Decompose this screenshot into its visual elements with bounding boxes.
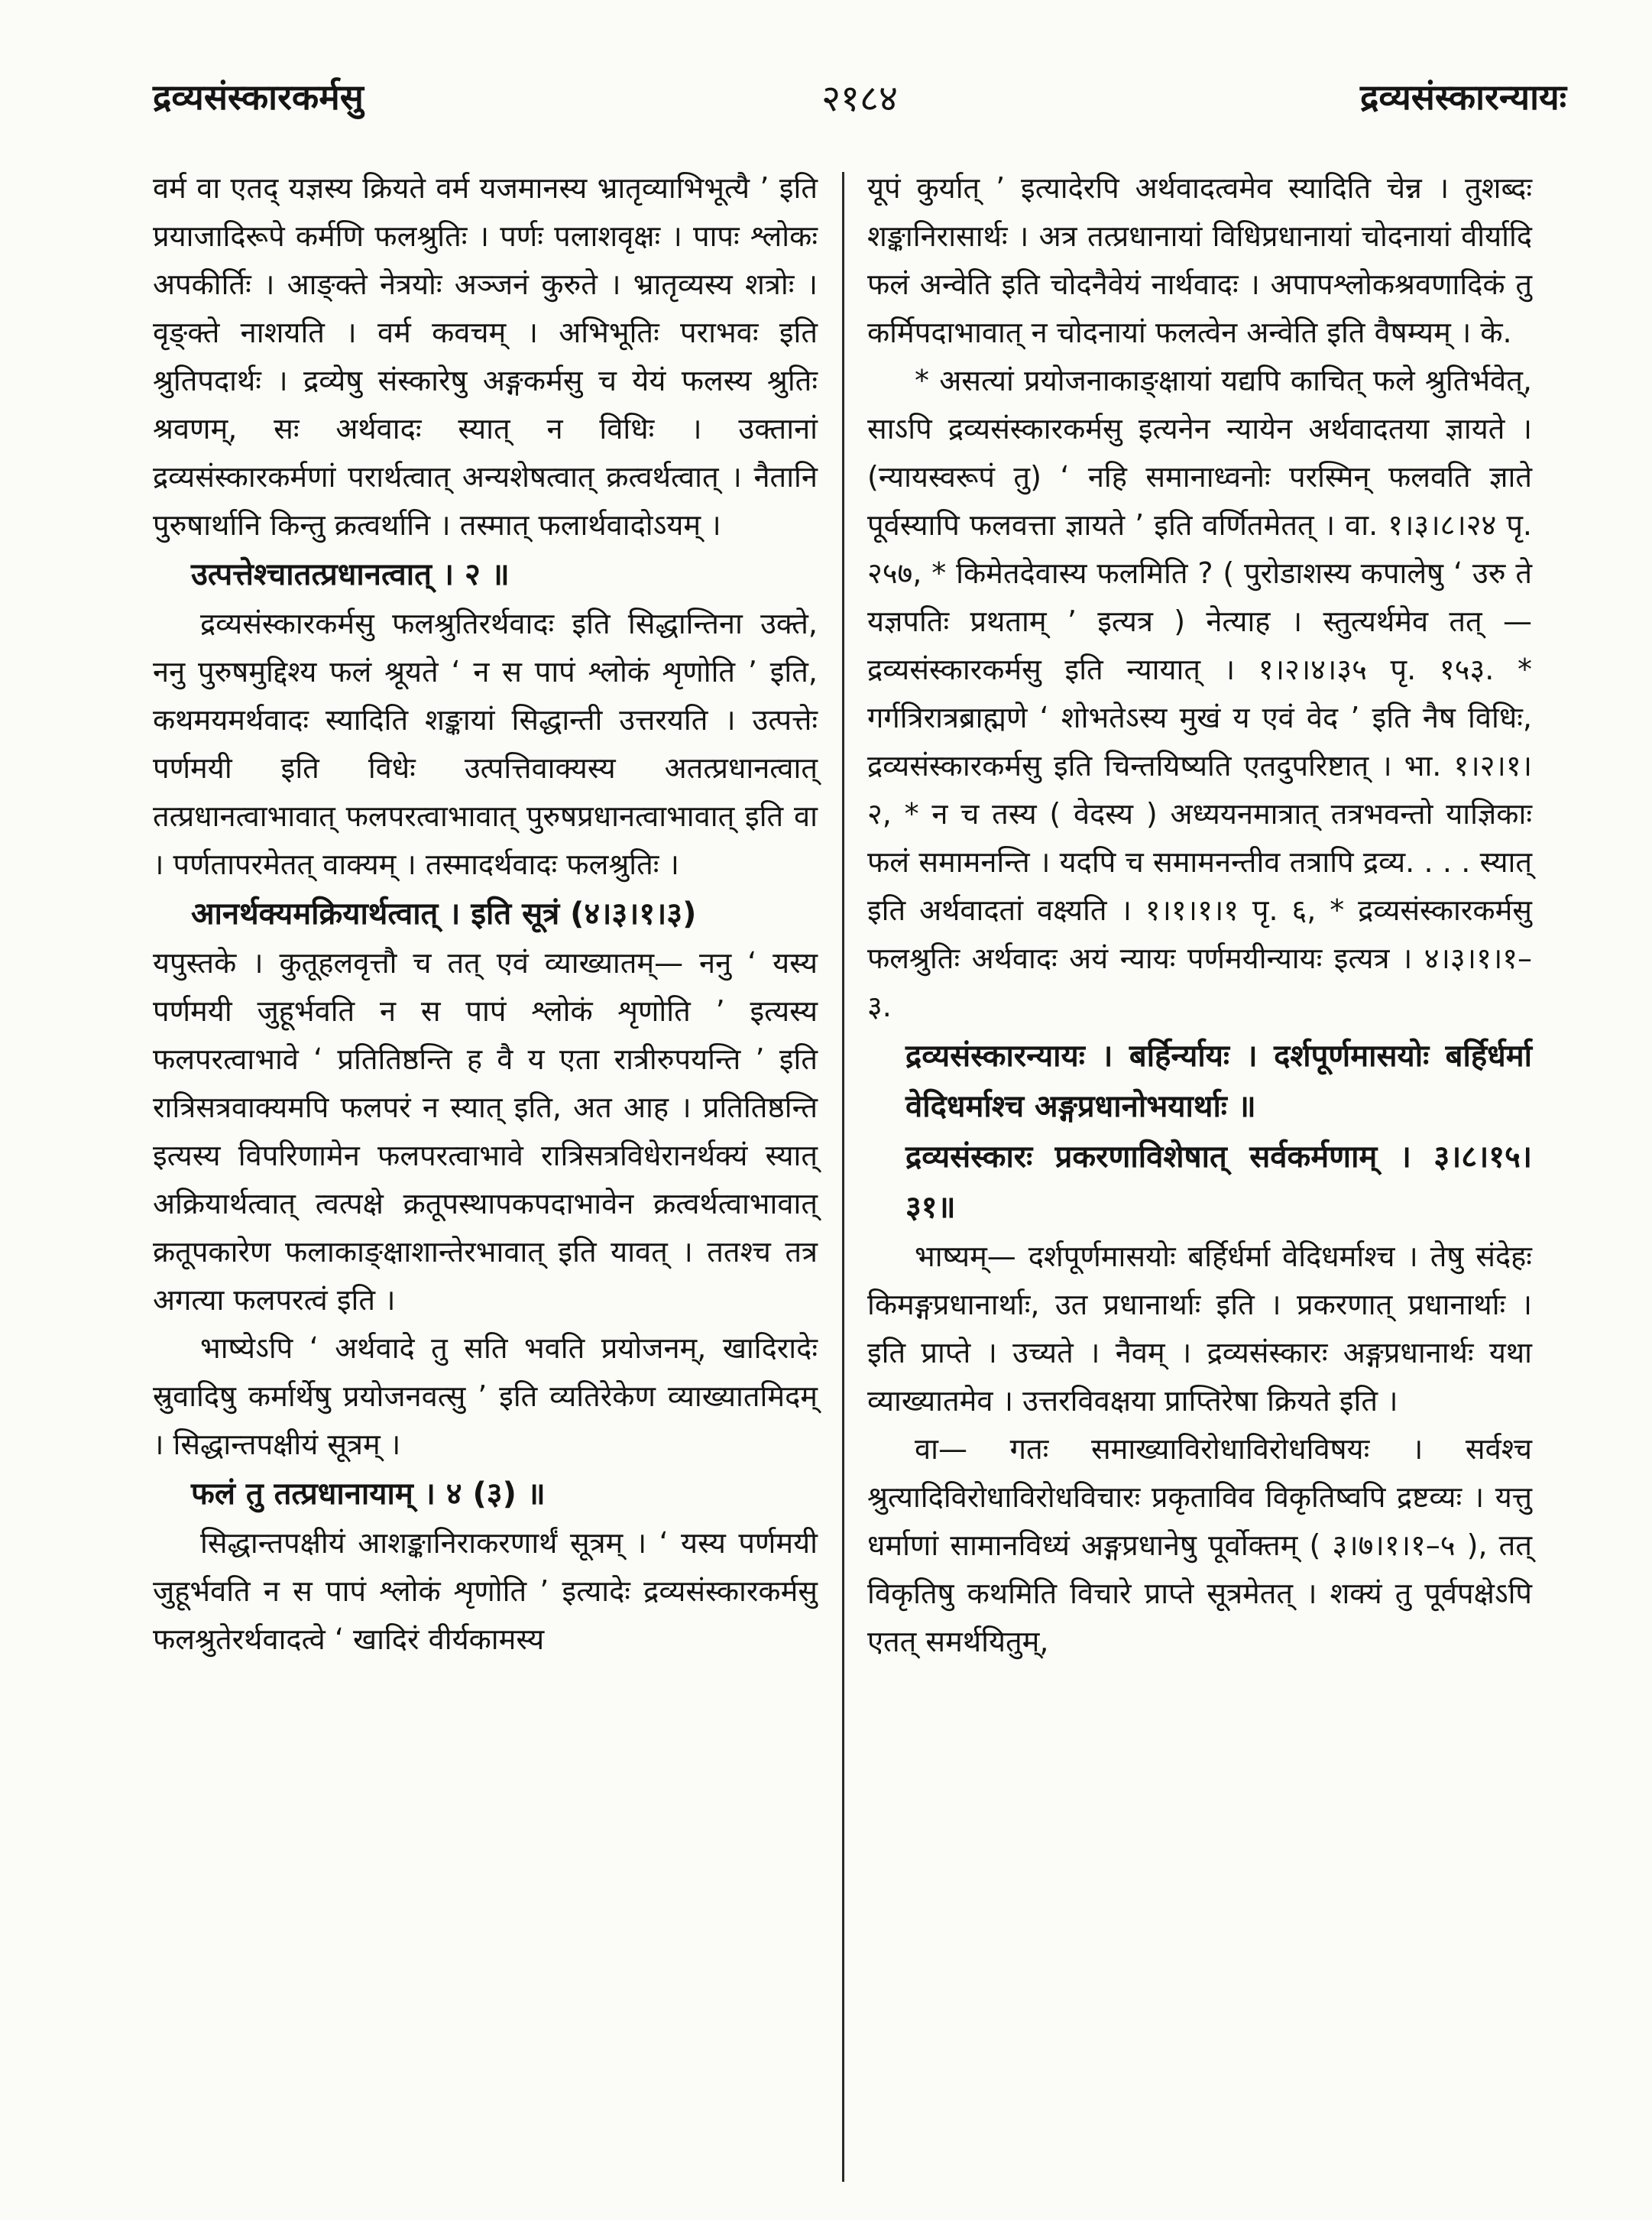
left-paragraph-2: द्रव्यसंस्कारकर्मसु फलश्रुतिरर्थवादः इति सिद्धान्तिना उक्ते, ननु पुरुषमुद्दिश्य फलं श्रूयते ‘ न स पापं श्लोकं शृणोति ’ इति, कथमयमर्थवादः स्यादिति शङ्कायां सिद्धान्ती उत्तरयति । उत्पत्तेः पर्णमयी इति विधेः उत्पत्तिवाक्यस्य अतत्प्रधानत्वात् तत्प्रधानत्वाभावात् फलपरत्वाभावात् पुरुषप्रधानत्वाभावात् इति वा । पर्णतापरमेतत् वाक्यम् । तस्मादर्थवादः फलश्रुतिः । <box>153 607 818 881</box>
right-column <box>867 164 1532 1666</box>
right-paragraph-1: यूपं कुर्यात् ’ इत्यादेरपि अर्थवादत्वमेव स्यादिति चेन्न । तुशब्दः शङ्कानिरासार्थः । अत्र तत्प्रधानायां विधिप्रधानायां चोदनायां वीर्यादि फलं अन्वेति इति चोदनैवेयं नार्थवादः । अपापश्लोकश्रवणादिकं तु कर्मिपदाभावात् न चोदनायां फलत्वेन अन्वेति इति वैषम्यम् । के. <box>867 171 1532 349</box>
bhashya-paragraph: भाष्यम्— दर्शपूर्णमासयोः बर्हिर्धर्मा वेदिधर्माश्च । तेषु संदेहः किमङ्गप्रधानार्थाः, उत प्रधानार्थाः इति । प्रकरणात् प्रधानार्थाः । इति प्राप्ते । उच्यते । नैवम् । द्रव्यसंस्कारः अङ्गप्रधानार्थः यथा व्याख्यातमेव । उत्तरविवक्षया प्राप्तिरेषा क्रियते इति । <box>867 1240 1532 1418</box>
left-paragraph-4: भाष्येऽपि ‘ अर्थवादे तु सति भवति प्रयोजनम्, खादिरादेः स्रुवादिषु कर्मार्थेषु प्रयोजनवत्सु ’ इति व्यतिरेकेण व्याख्यातमिदम् । सिद्धान्तपक्षीयं सूत्रम् । <box>153 1331 818 1461</box>
running-head-right: द्रव्यसंस्कारन्यायः <box>1359 76 1566 118</box>
column-divider <box>842 172 844 2182</box>
page-header <box>153 73 1566 130</box>
left-paragraph-1: वर्म वा एतद् यज्ञस्य क्रियते वर्म यजमानस्य भ्रातृव्याभिभूत्यै ’ इति प्रयाजादिरूपे कर्मणि फलश्रुतिः । पर्णः पलाशवृक्षः । पापः श्लोकः अपकीर्तिः । आङ्क्ते नेत्रयोः अञ्जनं कुरुते । भ्रातृव्यस्य शत्रोः । वृङ्क्ते नाशयति । वर्म कवचम् । अभिभूतिः पराभवः इति श्रुतिपदार्थः । द्रव्येषु संस्कारेषु अङ्गकर्मसु च येयं फलस्य श्रुतिः श्रवणम्, सः अर्थवादः स्यात् न विधिः । उक्तानां द्रव्यसंस्कारकर्मणां परार्थत्वात् अन्यशेषत्वात् क्रत्वर्थत्वात् । नैतानि पुरुषार्थानि किन्तु क्रत्वर्थानि । तस्मात् फलार्थवादोऽयम् । <box>153 171 818 542</box>
right-paragraph-2: * असत्यां प्रयोजनाकाङ्क्षायां यद्यपि काचित् फले श्रुतिर्भवेत्, साऽपि द्रव्यसंस्कारकर्मसु इत्यनेन न्यायेन अर्थवादतया ज्ञायते । (न्यायस्वरूपं तु) ‘ नहि समानाध्वनोः परस्मिन् फलवति ज्ञाते पूर्वस्यापि फलवत्ता ज्ञायते ’ इति वर्णितमेतत् । वा. १।३।८।२४ पृ. २५७, * किमेतदेवास्य फलमिति ? ( पुरोडाशस्य कपालेषु ‘ उरु ते यज्ञपतिः प्रथताम् ’ इत्यत्र ) नेत्याह । स्तुत्यर्थमेव तत् — द्रव्यसंस्कारकर्मसु इति न्यायात् । १।२।४।३५ पृ. १५३. * गर्गत्रिरात्रब्राह्मणे ‘ शोभतेऽस्य मुखं य एवं वेद ’ इति नैष विधिः, द्रव्यसंस्कारकर्मसु इति चिन्तयिष्यति एतदुपरिष्टात् । भा. १।२।१।२, * न च तस्य ( वेदस्य ) अध्ययनमात्रात् तत्रभवन्तो याज्ञिकाः फलं समामनन्ति । यदपि च समामनन्तीव तत्रापि द्रव्य. . . . स्यात् इति अर्थवादतां वक्ष्यति । १।१।१।१ पृ. ६, * द्रव्यसंस्कारकर्मसु फलश्रुतिः अर्थवादः अयं न्यायः पर्णमयीन्यायः इत्यत्र । ४।३।१।१–३. <box>867 364 1532 1023</box>
page-number: २१८४ <box>821 77 898 120</box>
sutra-heading-anarthakya: आनर्थक्यमक्रियार्थत्वात् । इति सूत्रं (४।३।१।३) <box>191 896 697 932</box>
left-column <box>153 164 818 1664</box>
sutra-heading-2: उत्पत्तेश्चातत्प्रधानत्वात् । २ ॥ <box>191 557 510 592</box>
sutra-heading-dravyasamskara: द्रव्यसंस्कारः प्रकरणाविशेषात् सर्वकर्मणाम् । ३।८।१५।३१॥ <box>905 1139 1532 1225</box>
left-paragraph-5: सिद्धान्तपक्षीयं आशङ्कानिराकरणार्थं सूत्रम् । ‘ यस्य पर्णमयी जुहूर्भवति न स पापं श्लोकं शृणोति ’ इत्यादेः द्रव्यसंस्कारकर्मसु फलश्रुतेरर्थवादत्वे ‘ खादिरं वीर्यकामस्य <box>153 1526 818 1656</box>
left-paragraph-3: यपुस्तके । कुतूहलवृत्तौ च तत् एवं व्याख्यातम्— ननु ‘ यस्य पर्णमयी जुहूर्भवति न स पापं श्लोकं शृणोति ’ इत्यस्य फलपरत्वाभावे ‘ प्रतितिष्ठन्ति ह वै य एता रात्रीरुपयन्ति ’ इति रात्रिसत्रवाक्यमपि फलपरं न स्यात् इति, अत आह । प्रतितिष्ठन्ति इत्यस्य विपरिणामेन फलपरत्वाभावे रात्रिसत्रविधेरानर्थक्यं स्यात् अक्रियार्थत्वात् त्वत्पक्षे क्रतूपस्थापकपदाभावेन क्रत्वर्थत्वाभावात् क्रतूपकारेण फलाकाङ्क्षाशान्तेरभावात् इति यावत् । ततश्च तत्र अगत्या फलपरत्वं इति । <box>153 946 818 1317</box>
varttika-paragraph: वा— गतः समाख्याविरोधाविरोधविषयः । सर्वश्च श्रुत्यादिविरोधाविरोधविचारः प्रकृताविव विकृतिष्वपि द्रष्टव्यः । यत्तु धर्माणां सामानविध्यं अङ्गप्रधानेषु पूर्वोक्तम् ( ३।७।१।१–५ ), तत् विकृतिषु कथमिति विचारे प्राप्ते सूत्रमेतत् । शक्यं तु पूर्वपक्षेऽपि एतत् समर्थयितुम्, <box>867 1432 1532 1658</box>
sutra-heading-4: फलं तु तत्प्रधानायाम् । ४ (३) ॥ <box>191 1476 546 1512</box>
nyaya-heading: द्रव्यसंस्कारन्यायः । बर्हिर्न्यायः । दर्शपूर्णमासयोः बर्हिर्धर्मा वेदिधर्माश्च अङ्गप्रधानोभयार्थाः ॥ <box>905 1039 1532 1124</box>
running-head-left: द्रव्यसंस्कारकर्मसु <box>153 76 364 118</box>
